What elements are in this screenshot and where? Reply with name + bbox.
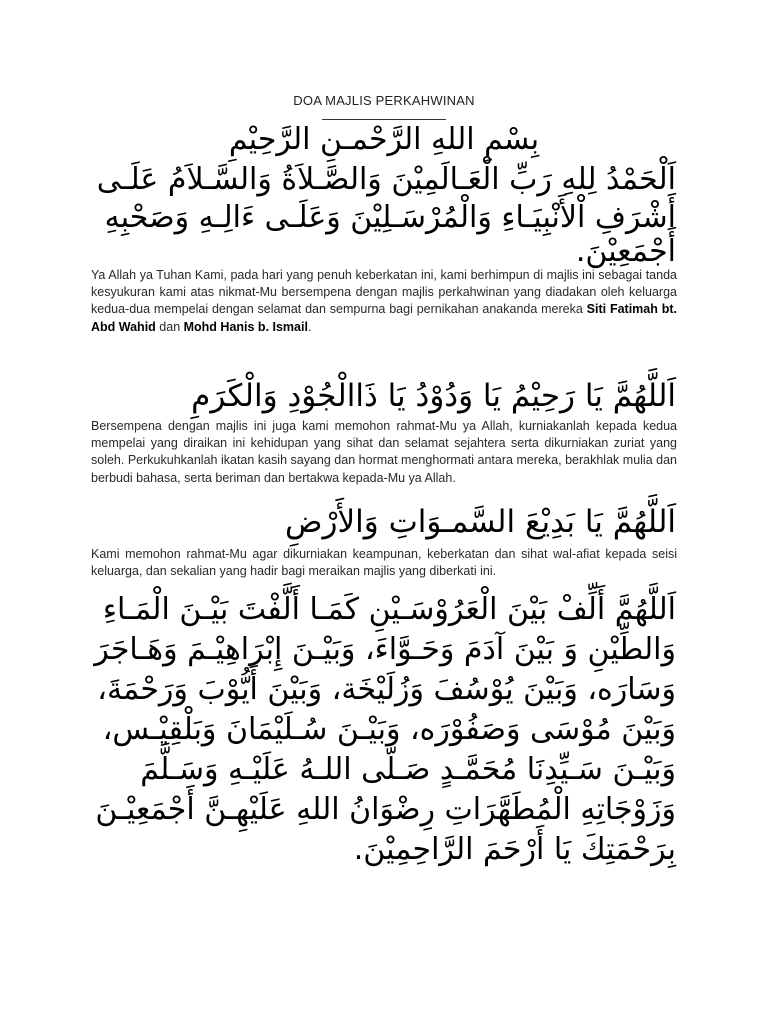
closing-line-1: اَللَّهُمَّ أَلِّفْ بَيْنَ الْعَرُوْسَـيْنِ كَمَـا أَلَّفْتَ بَيْـنَ الْمَـاءِ: [102, 592, 676, 627]
paragraph-2: Bersempena dengan majlis ini juga kami memohon rahmat-Mu ya Allah, kurniakanlah kepada kedua mempelai yang diraikan ini kehidupan yang sihat dan selamat sejahtera serta dikurniakan zuriat yang soleh. Perkukuhkanlah ikatan kasih sayang dan hormat menghormati antara mereka, berakhlak mulia dan berbudi bahasa, serta beriman dan bertakwa kepada-Mu ya Allah.: [91, 419, 677, 485]
closing-line-6: وَزَوْجَاتِهِ الْمُطَهَّرَاتِ رِضْوَانُ اللهِ عَلَيْهِـنَّ أَجْمَعِيْـنَ: [95, 792, 676, 827]
title-underline: [322, 119, 446, 120]
groom-name: Mohd Hanis b. Ismail: [183, 319, 308, 334]
closing-line-2: وَالطِّيْنِ وَ بَيْنَ آدَمَ وَحَـوَّاءَ، وَبَيْـنَ إِبْرَاهِيْـمَ وَهَـاجَرَ: [94, 632, 676, 667]
closing-line-4: وَبَيْنَ مُوْسَى وَصَفُوْرَه، وَبَيْـنَ سُـلَيْمَانَ وَبَلْقِيْـس،: [102, 712, 676, 747]
bismillah-line: بِسْمِ اللهِ الرَّحْمـنِ الرَّحِيْمِ: [228, 122, 540, 157]
page-title: DOA MAJLIS PERKAHWINAN: [293, 93, 475, 108]
opening-line-1: اَلْحَمْدُ لِلهِ رَبِّ الْعَـالَمِيْنَ وَالصَّـلاَةُ وَالسَّـلاَمُ عَلَـى: [96, 162, 676, 197]
opening-line-3: أَجْمَعِيْنَ.: [575, 234, 676, 269]
paragraph-1-connector: dan: [155, 319, 184, 334]
closing-line-7: بِرَحْمَتِكَ يَا أَرْحَمَ الرَّاحِمِيْنَ.: [353, 832, 676, 867]
closing-line-3: وَسَارَه، وَبَيْنَ يُوْسُفَ وَزُلَيْخَة، وَبَيْنَ أَيُّوْبَ وَرَحْمَةَ،: [97, 672, 676, 707]
paragraph-1: [91, 267, 677, 336]
paragraph-3: Kami memohon rahmat-Mu agar dikurniakan keampunan, keberkatan dan sihat wal-afiat kepada seisi keluarga, dan sekalian yang hadir bagi meraikan majlis yang diberkati ini.: [91, 547, 677, 579]
paragraph-1-text: Ya Allah ya Tuhan Kami, pada hari yang penuh keberkatan ini, kami berhimpun di majlis ini sebagai tanda kesyukuran kami atas nikmat-Mu bersempena dengan majlis perkahwinan yang diadakan oleh keluarga kedua-dua mempelai dengan selamat dan sempurna bagi pernikahan anakanda mereka: [91, 268, 677, 317]
opening-line-2: أَشْرَفِ اْلأَنْبِيَـاءِ وَالْمُرْسَـلِيْنَ وَعَلَـى ءَالِـهِ وَصَحْبِهِ: [104, 200, 676, 235]
arabic-heading-3: اَللَّهُمَّ يَا بَدِيْعَ السَّمـوَاتِ وَالأَرْضِ: [285, 504, 676, 540]
paragraph-1-end: .: [307, 319, 312, 334]
arabic-heading-2: اَللَّهُمَّ يَا رَحِيْمُ يَا وَدُوْدُ يَا ذَاالْجُوْدِ وَالْكَرَمِ: [191, 378, 676, 414]
closing-line-5: وَبَيْـنَ سَـيِّدِنَا مُحَمَّـدٍ صَـلَّى اللـهُ عَلَيْـهِ وَسَـلَّمَ: [140, 752, 676, 787]
bride-name: Siti Fatimah bt. Abd Wahid: [91, 302, 677, 334]
